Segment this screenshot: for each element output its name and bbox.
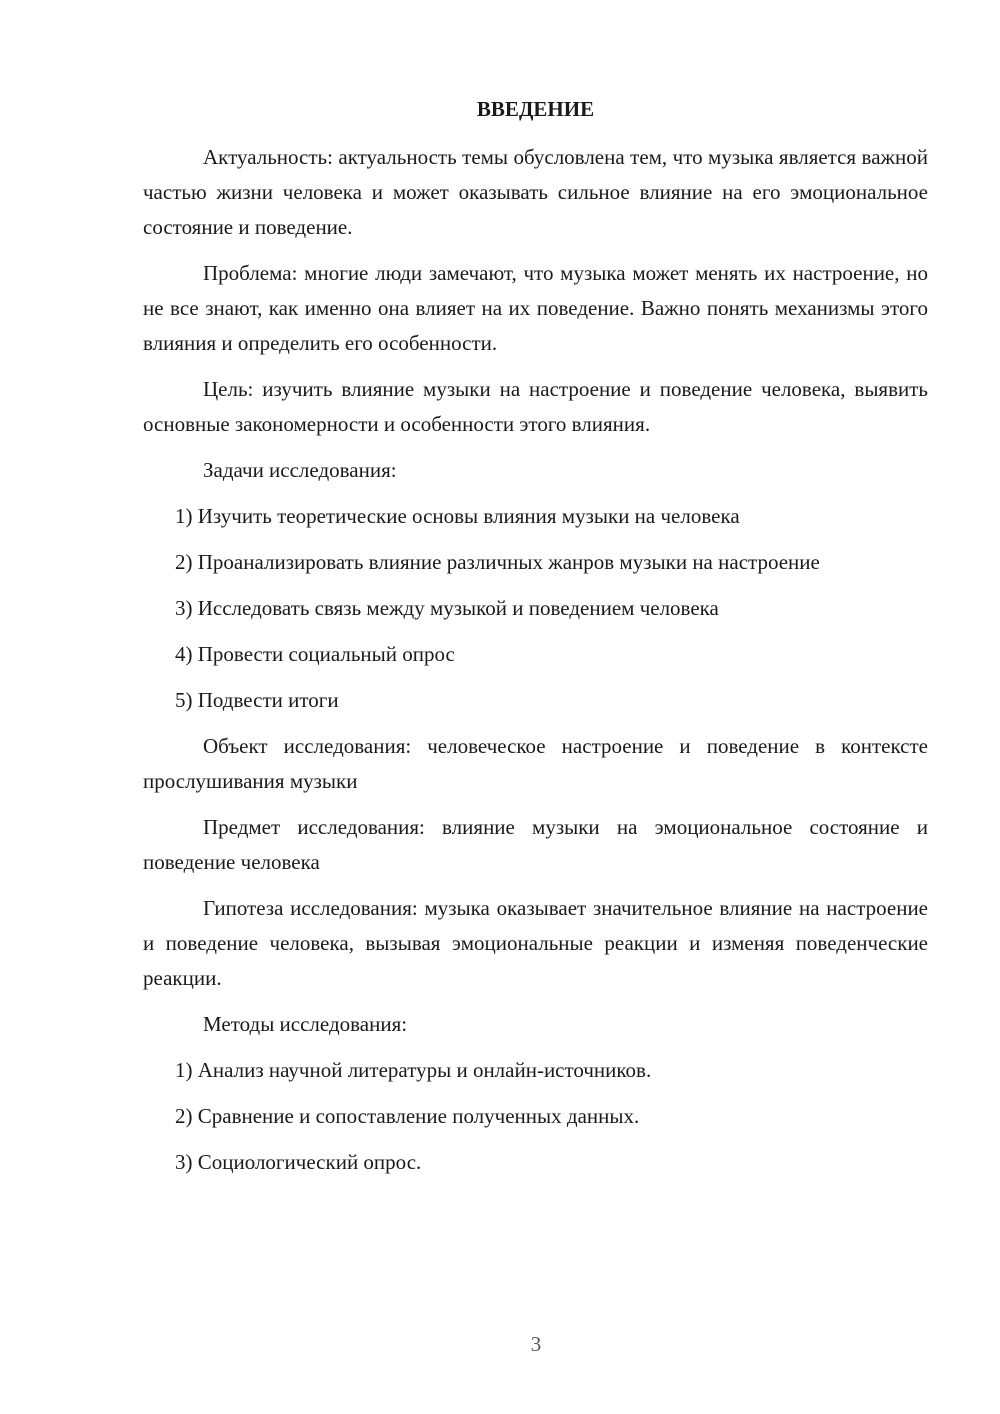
- hypothesis-paragraph: Гипотеза исследования: музыка оказывает значительное влияние на настроение и поведение человека, вызывая эмоциональные реакции и изменяя поведенческие реакции.: [143, 896, 928, 990]
- problem-paragraph: Проблема: многие люди замечают, что музыка может менять их настроение, но не все знают, как именно она влияет на их поведение. Важно понять механизмы этого влияния и определить его особенности.: [143, 261, 928, 355]
- task-item: 5) Подвести итоги: [175, 688, 339, 712]
- method-item: 3) Социологический опрос.: [175, 1150, 422, 1174]
- relevance-paragraph: Актуальность: актуальность темы обусловлена тем, что музыка является важной частью жизни человека и может оказывать сильное влияние на его эмоциональное состояние и поведение.: [143, 145, 928, 239]
- page-number: 3: [530, 1332, 542, 1356]
- goal-paragraph: Цель: изучить влияние музыки на настроение и поведение человека, выявить основные закономерности и особенности этого влияния.: [143, 377, 928, 436]
- task-item: 4) Провести социальный опрос: [175, 642, 455, 666]
- subject-paragraph: Предмет исследования: влияние музыки на эмоциональное состояние и поведение человека: [143, 815, 928, 874]
- method-item: 2) Сравнение и сопоставление полученных данных.: [175, 1104, 640, 1128]
- section-title: ВВЕДЕНИЕ: [476, 97, 595, 121]
- task-item: 2) Проанализировать влияние различных жанров музыки на настроение: [175, 550, 820, 574]
- document-page: [143, 92, 928, 1191]
- method-item: 1) Анализ научной литературы и онлайн-источников.: [175, 1058, 652, 1082]
- tasks-heading: Задачи исследования:: [203, 458, 397, 482]
- task-item: 3) Исследовать связь между музыкой и поведением человека: [175, 596, 719, 620]
- methods-heading: Методы исследования:: [203, 1012, 408, 1036]
- task-item: 1) Изучить теоретические основы влияния музыки на человека: [175, 504, 740, 528]
- object-paragraph: Объект исследования: человеческое настроение и поведение в контексте прослушивания музыки: [143, 734, 928, 793]
